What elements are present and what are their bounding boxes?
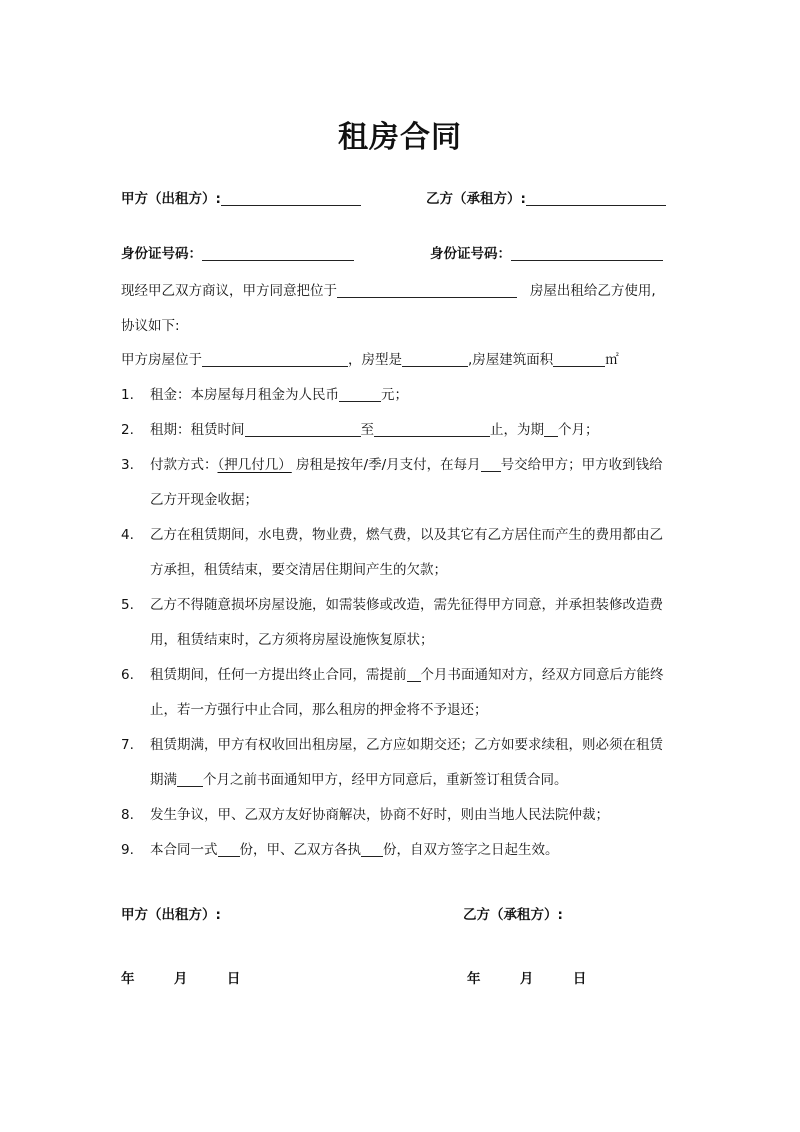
party-b-id — [430, 244, 663, 264]
item-rent — [150, 385, 690, 405]
item-payment — [150, 455, 690, 475]
renewal-months-blank[interactable] — [177, 772, 203, 787]
day-label: 日 — [572, 971, 587, 987]
house-location-blank[interactable] — [202, 352, 348, 367]
item-lease-term — [150, 420, 690, 440]
item-text: 止，为期 — [490, 422, 544, 438]
property-location-blank[interactable] — [337, 283, 517, 298]
rent-amount-blank[interactable] — [339, 387, 381, 402]
item-text: 租期：租赁时间 — [150, 422, 245, 438]
item-fees-line-2: 方承担，租赁结束，要交清居住期间产生的欠款； — [150, 562, 447, 578]
payment-method-field[interactable]: （押几付几） — [217, 457, 292, 473]
item-text: 个月； — [558, 422, 599, 438]
intro-text-2: 房屋出租给乙方使用, — [529, 283, 656, 299]
item-number: 9. — [121, 842, 134, 858]
house-type-label: ，房型是 — [348, 352, 402, 368]
item-number: 7. — [121, 737, 134, 753]
intro-line-1 — [121, 281, 656, 301]
item-text: 租金：本房屋每月租金为人民币 — [150, 387, 339, 403]
item-number: 1. — [121, 387, 134, 403]
signature-party-a: 甲方（出租方）: — [121, 907, 221, 923]
item-number: 4. — [121, 527, 134, 543]
item-number: 5. — [121, 597, 134, 613]
area-unit: ㎡ — [605, 352, 619, 368]
area-blank[interactable] — [553, 352, 605, 367]
item-termination-line-2: 止，若一方强行中止合同，那么租房的押金将不予退还； — [150, 702, 488, 718]
item-text: 份，自双方签字之日起生效。 — [383, 842, 559, 858]
item-text: 元； — [381, 387, 408, 403]
intro-line-2: 协议如下: — [121, 318, 180, 334]
month-label: 月 — [173, 971, 188, 987]
item-number: 6. — [121, 667, 134, 683]
intro-line-3 — [121, 350, 619, 370]
item-termination — [150, 665, 690, 685]
intro-text: 现经甲乙双方商议，甲方同意把位于 — [121, 283, 337, 299]
item-text: 付款方式： — [150, 457, 218, 473]
copies-each-blank[interactable] — [361, 842, 383, 857]
item-text: 本合同一式 — [150, 842, 218, 858]
item-text: 房租是按年/季/月支付，在每月 — [296, 457, 481, 473]
signature-date-b — [467, 969, 586, 989]
item-number: 3. — [121, 457, 134, 473]
party-b-header — [426, 189, 666, 209]
house-type-blank[interactable] — [402, 352, 468, 367]
copies-total-blank[interactable] — [218, 842, 240, 857]
item-text: 个月书面通知对方，经双方同意后方能终 — [420, 667, 664, 683]
item-copies — [150, 840, 690, 860]
year-label: 年 — [467, 971, 481, 987]
month-label: 月 — [519, 971, 534, 987]
item-text: 期满 — [150, 772, 177, 788]
item-text: 租赁期间，任何一方提出终止合同，需提前 — [150, 667, 407, 683]
signature-party-b: 乙方（承租方）: — [463, 907, 563, 923]
party-a-label: 甲方（出租方）: — [121, 191, 221, 207]
notice-months-blank[interactable] — [407, 667, 421, 682]
party-a-header — [121, 189, 361, 209]
item-number: 2. — [121, 422, 134, 438]
lease-start-blank[interactable] — [245, 422, 361, 437]
party-b-name-blank[interactable] — [526, 191, 666, 206]
item-text: 至 — [360, 422, 374, 438]
item-renewal: 租赁期满，甲方有权收回出租房屋，乙方应如期交还；乙方如要求续租，则必须在租赁 — [150, 737, 663, 753]
item-renewal-line-2 — [150, 770, 690, 790]
party-b-id-blank[interactable] — [511, 246, 663, 261]
item-fees: 乙方在租赁期间，水电费，物业费，燃气费，以及其它有乙方居住而产生的费用都由乙 — [150, 527, 663, 543]
house-location-label: 甲方房屋位于 — [121, 352, 202, 368]
party-a-name-blank[interactable] — [221, 191, 361, 206]
item-text: 份，甲、乙双方各执 — [239, 842, 361, 858]
party-a-id-label: 身份证号码： — [121, 246, 202, 262]
item-renovation-line-2: 用，租赁结束时，乙方须将房屋设施恢复原状； — [150, 632, 434, 648]
party-b-label: 乙方（承租方）: — [426, 191, 526, 207]
party-a-id-blank[interactable] — [202, 246, 354, 261]
party-b-id-label: 身份证号码： — [430, 246, 511, 262]
party-a-id — [121, 244, 354, 264]
item-dispute: 发生争议，甲、乙双方友好协商解决，协商不好时，则由当地人民法院仲裁； — [150, 807, 609, 823]
item-number: 8. — [121, 807, 134, 823]
year-label: 年 — [121, 971, 135, 987]
item-text: 个月之前书面通知甲方，经甲方同意后，重新签订租赁合同。 — [203, 772, 568, 788]
day-label: 日 — [226, 971, 241, 987]
lease-months-blank[interactable] — [544, 422, 558, 437]
area-label: ,房屋建筑面积 — [468, 352, 554, 368]
signature-date-a — [121, 969, 240, 989]
page-title: 租房合同 — [338, 120, 462, 155]
item-renovation: 乙方不得随意损坏房屋设施，如需装修或改造，需先征得甲方同意，并承担装修改造费 — [150, 597, 663, 613]
item-payment-line-2: 乙方开现金收据； — [150, 492, 258, 508]
lease-end-blank[interactable] — [374, 422, 490, 437]
item-text: 号交给甲方；甲方收到钱给 — [500, 457, 663, 473]
payment-day-blank[interactable] — [481, 457, 501, 472]
